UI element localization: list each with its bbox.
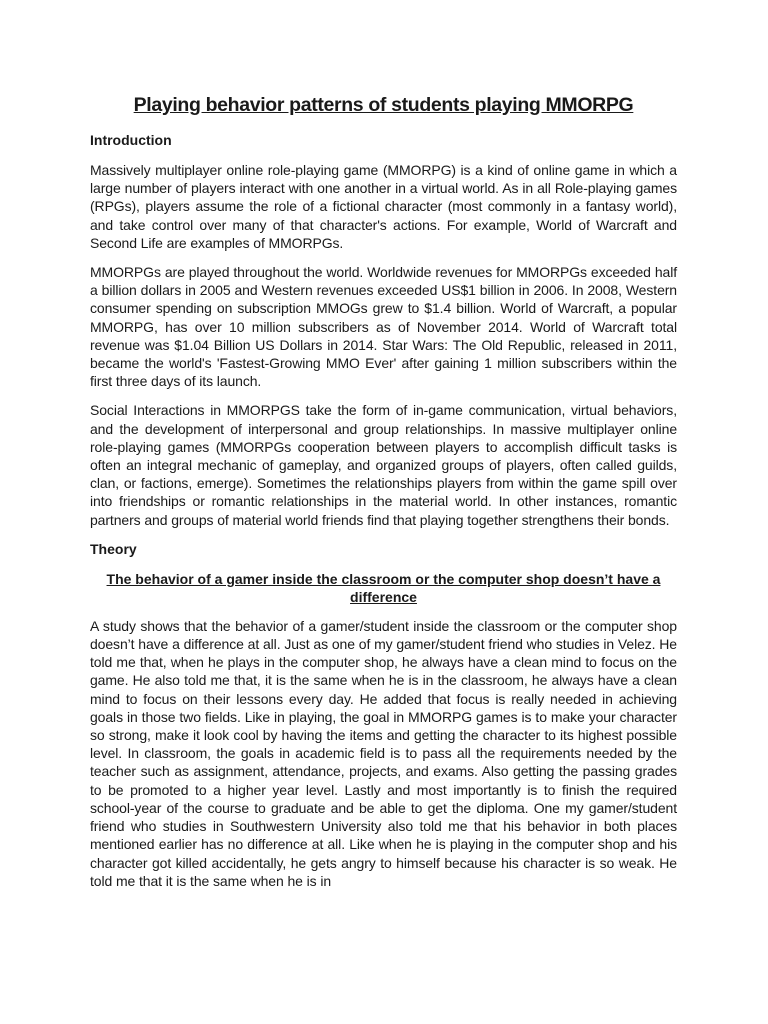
theory-paragraph-1: A study shows that the behavior of a gamer/student inside the classroom or the computer shop doesn’t have a difference at all. Just as one of my gamer/student friend who studies in Velez. He told me that, when he plays in the computer shop, he always have a clean mind to focus on the game. He also told me that, it is the same when he is in the classroom, he always have a clean mind to focus on their lessons every day. He added that focus is really needed in achieving goals in those two fields. Like in playing, the goal in MMORPG games is to make your character so strong, make it look cool by having the items and getting the character to its highest possible level. In classroom, the goals in academic field is to pass all the requirements needed by the teacher such as assignment, attendance, projects, and exams. Also getting the passing grades to be promoted to a higher year level. Lastly and most importantly is to finish the required school-year of the course to graduate and be able to get the diploma. One my gamer/student friend who studies in Southwestern University also told me that his behavior in both places mentioned earlier has no difference at all. Like when he is playing in the computer shop and his character got killed accidentally, he gets angry to himself because his character is so weak. He told me that it is the same when he is in (90, 617, 677, 889)
document-page (90, 92, 677, 901)
intro-paragraph-1: Massively multiplayer online role-playing game (MMORPG) is a kind of online game in which a large number of players interact with one another in a virtual world. As in all Role-playing games (RPGs), players assume the role of a fictional character (most commonly in a fantasy world), and take control over many of that character's actions. For example, World of Warcraft and Second Life are examples of MMORPGs. (90, 162, 677, 251)
intro-paragraph-2: MMORPGs are played throughout the world. Worldwide revenues for MMORPGs exceeded half a billion dollars in 2005 and Western revenues exceeded US$1 billion in 2006. In 2008, Western consumer spending on subscription MMOGs grew to $1.4 billion. World of Warcraft, a popular MMORPG, has over 10 million subscribers as of November 2014. World of Warcraft total revenue was $1.04 Billion US Dollars in 2014. Star Wars: The Old Republic, released in 2011, became the world's 'Fastest-Growing MMO Ever' after gaining 1 million subscribers within the first three days of its launch. (90, 264, 677, 390)
theory-subheading: The behavior of a gamer inside the classroom or the computer shop doesn’t have a difference (106, 570, 661, 605)
document-title: Playing behavior patterns of students playing MMORPG (133, 94, 634, 116)
intro-paragraph-3: Social Interactions in MMORPGS take the form of in-game communication, virtual behaviors, and the development of interpersonal and group relationships. In massive multiplayer online role-playing games (MMORPGs cooperation between players to accomplish difficult tasks is often an integral mechanic of gameplay, and organized groups of players, often called guilds, clan, or factions, emerge). Sometimes the relationships players from within the game spill over into friendships or romantic relationships in the material world. In other instances, romantic partners and groups of material world friends find that playing together strengthens their bonds. (90, 402, 677, 528)
theory-heading: Theory (90, 540, 137, 557)
introduction-heading: Introduction (90, 132, 172, 148)
section-introduction (90, 131, 677, 529)
section-theory (90, 540, 677, 890)
